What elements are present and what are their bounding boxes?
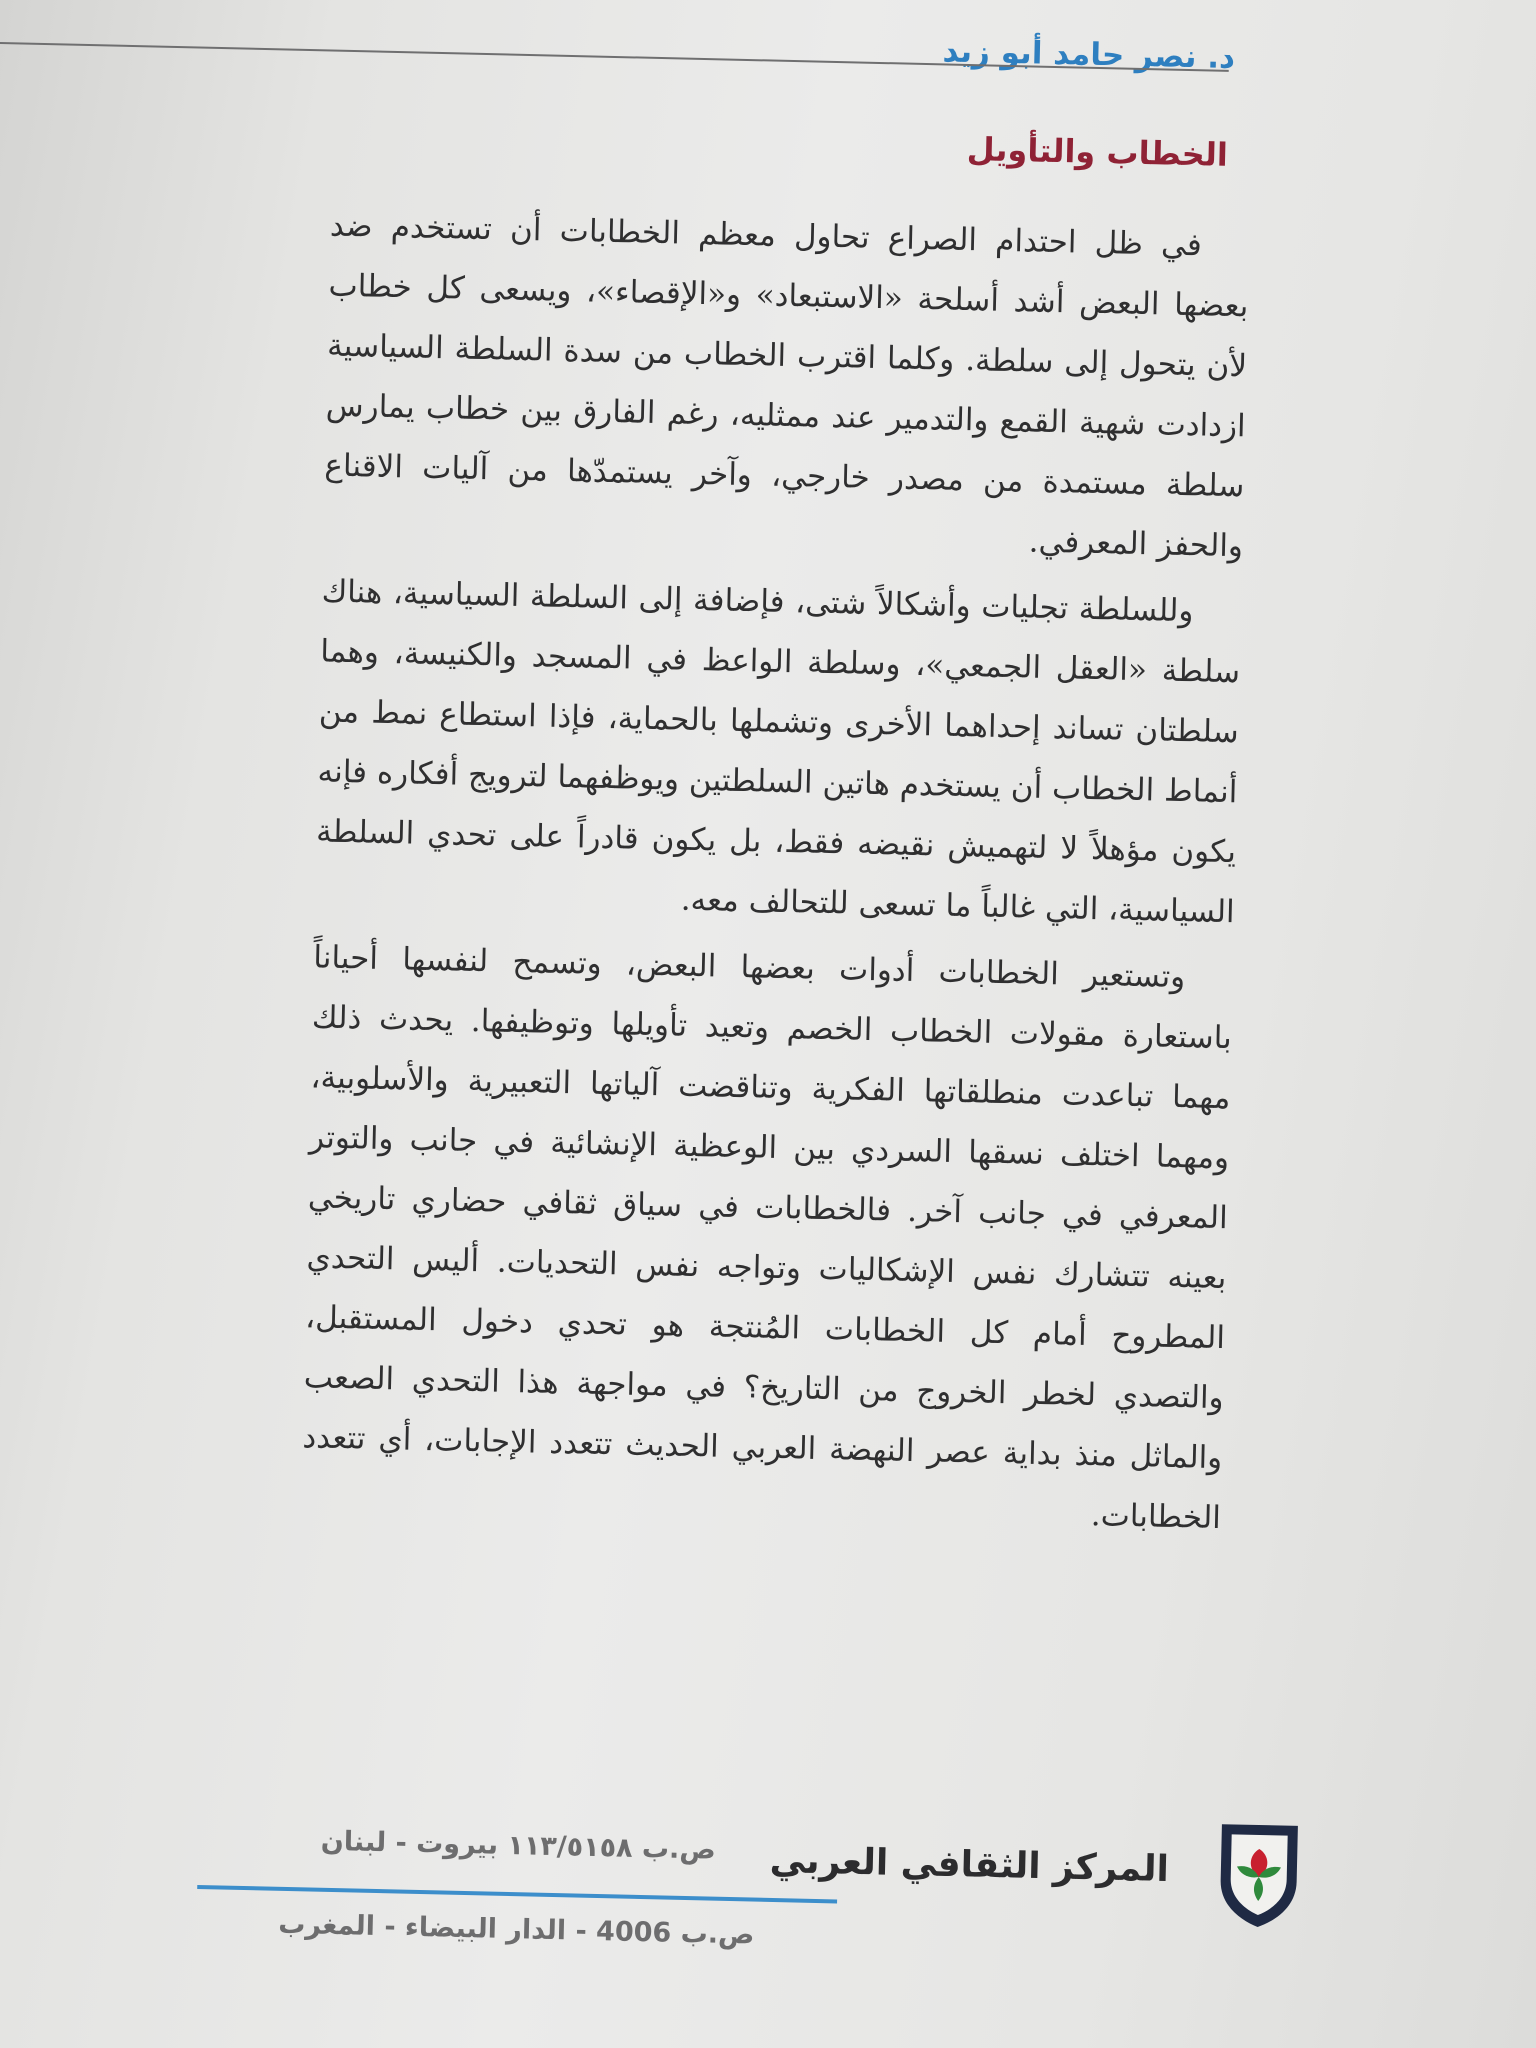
blurb-text	[300, 196, 1250, 1555]
publisher-name: المركز الثقافي العربي	[769, 1839, 1170, 1890]
publisher-logo-icon	[1212, 1818, 1306, 1930]
blurb-paragraph-3: وتستعير الخطابات أدوات بعضها البعض، وتسمح لنفسها أحياناً باستعارة مقولات الخطاب الخصم وتعيد تأويلها وتوظيفها. يحدث ذلك مهما تباعدت منطلقاتها الفكرية وتناقضت آلياتها التعبيرية والأسلوبية، ومهما اختلف نسقها السردي بين الوعظية الإنشائية في جانب والتوتر المعرفي في جانب آخر. فالخطابات في سياق ثقافي حضاري تاريخي بعينه تتشارك نفس الإشكاليات وتواجه نفس التحديات. أليس التحدي المطروح أمام كل الخطابات المُنتجة هو تحدي دخول المستقبل، والتصدي لخطر الخروج من التاريخ؟ في مواجهة هذا التحدي الصعب والماثل منذ بداية عصر النهضة العربي الحديث تتعدد الإجابات، أي تتعدد الخطابات.	[302, 939, 1233, 1537]
publisher-footer	[0, 1790, 1495, 2048]
book-title: الخطاب والتأويل	[966, 129, 1229, 174]
address-casablanca: ص.ب 4006 - الدار البيضاء - المغرب	[278, 1908, 755, 1951]
author-name: د. نصر حامد أبو زيد	[942, 33, 1236, 77]
blurb-paragraph-1: في ظل احتدام الصراع تحاول معظم الخطابات أن تستخدم ضد بعضها البعض أشد أسلحة «الاستبعاد» و«الإقصاء»، ويسعى كل خطاب لأن يتحول إلى سلطة. وكلما اقترب الخطاب من سدة السلطة السياسية ازدادت شهية القمع والتدمير عند ممثليه، رغم الفارق بين خطاب يمارس سلطة مستمدة من مصدر خارجي، وآخر يستمدّها من آليات الاقناع والحفز المعرفي.	[324, 207, 1249, 565]
address-divider	[197, 1885, 837, 1904]
blurb-paragraph-2: وللسلطة تجليات وأشكالاً شتى، فإضافة إلى السلطة السياسية، هناك سلطة «العقل الجمعي»، وسلطة الواعظ في المسجد والكنيسة، وهما سلطتان تساند إحداهما الأخرى وتشملها بالحماية، فإذا استطاع نمط من أنماط الخطاب أن يستخدم هاتين السلطتين ويوظفهما لترويج أفكاره فإنه يكون مؤهلاً لا لتهميش نقيضه فقط، بل يكون قادراً على تحدي السلطة السياسية، التي غالباً ما تسعى للتحالف معه.	[315, 573, 1241, 931]
address-beirut: ص.ب ١١٣/٥١٥٨ بيروت - لبنان	[320, 1825, 717, 1866]
